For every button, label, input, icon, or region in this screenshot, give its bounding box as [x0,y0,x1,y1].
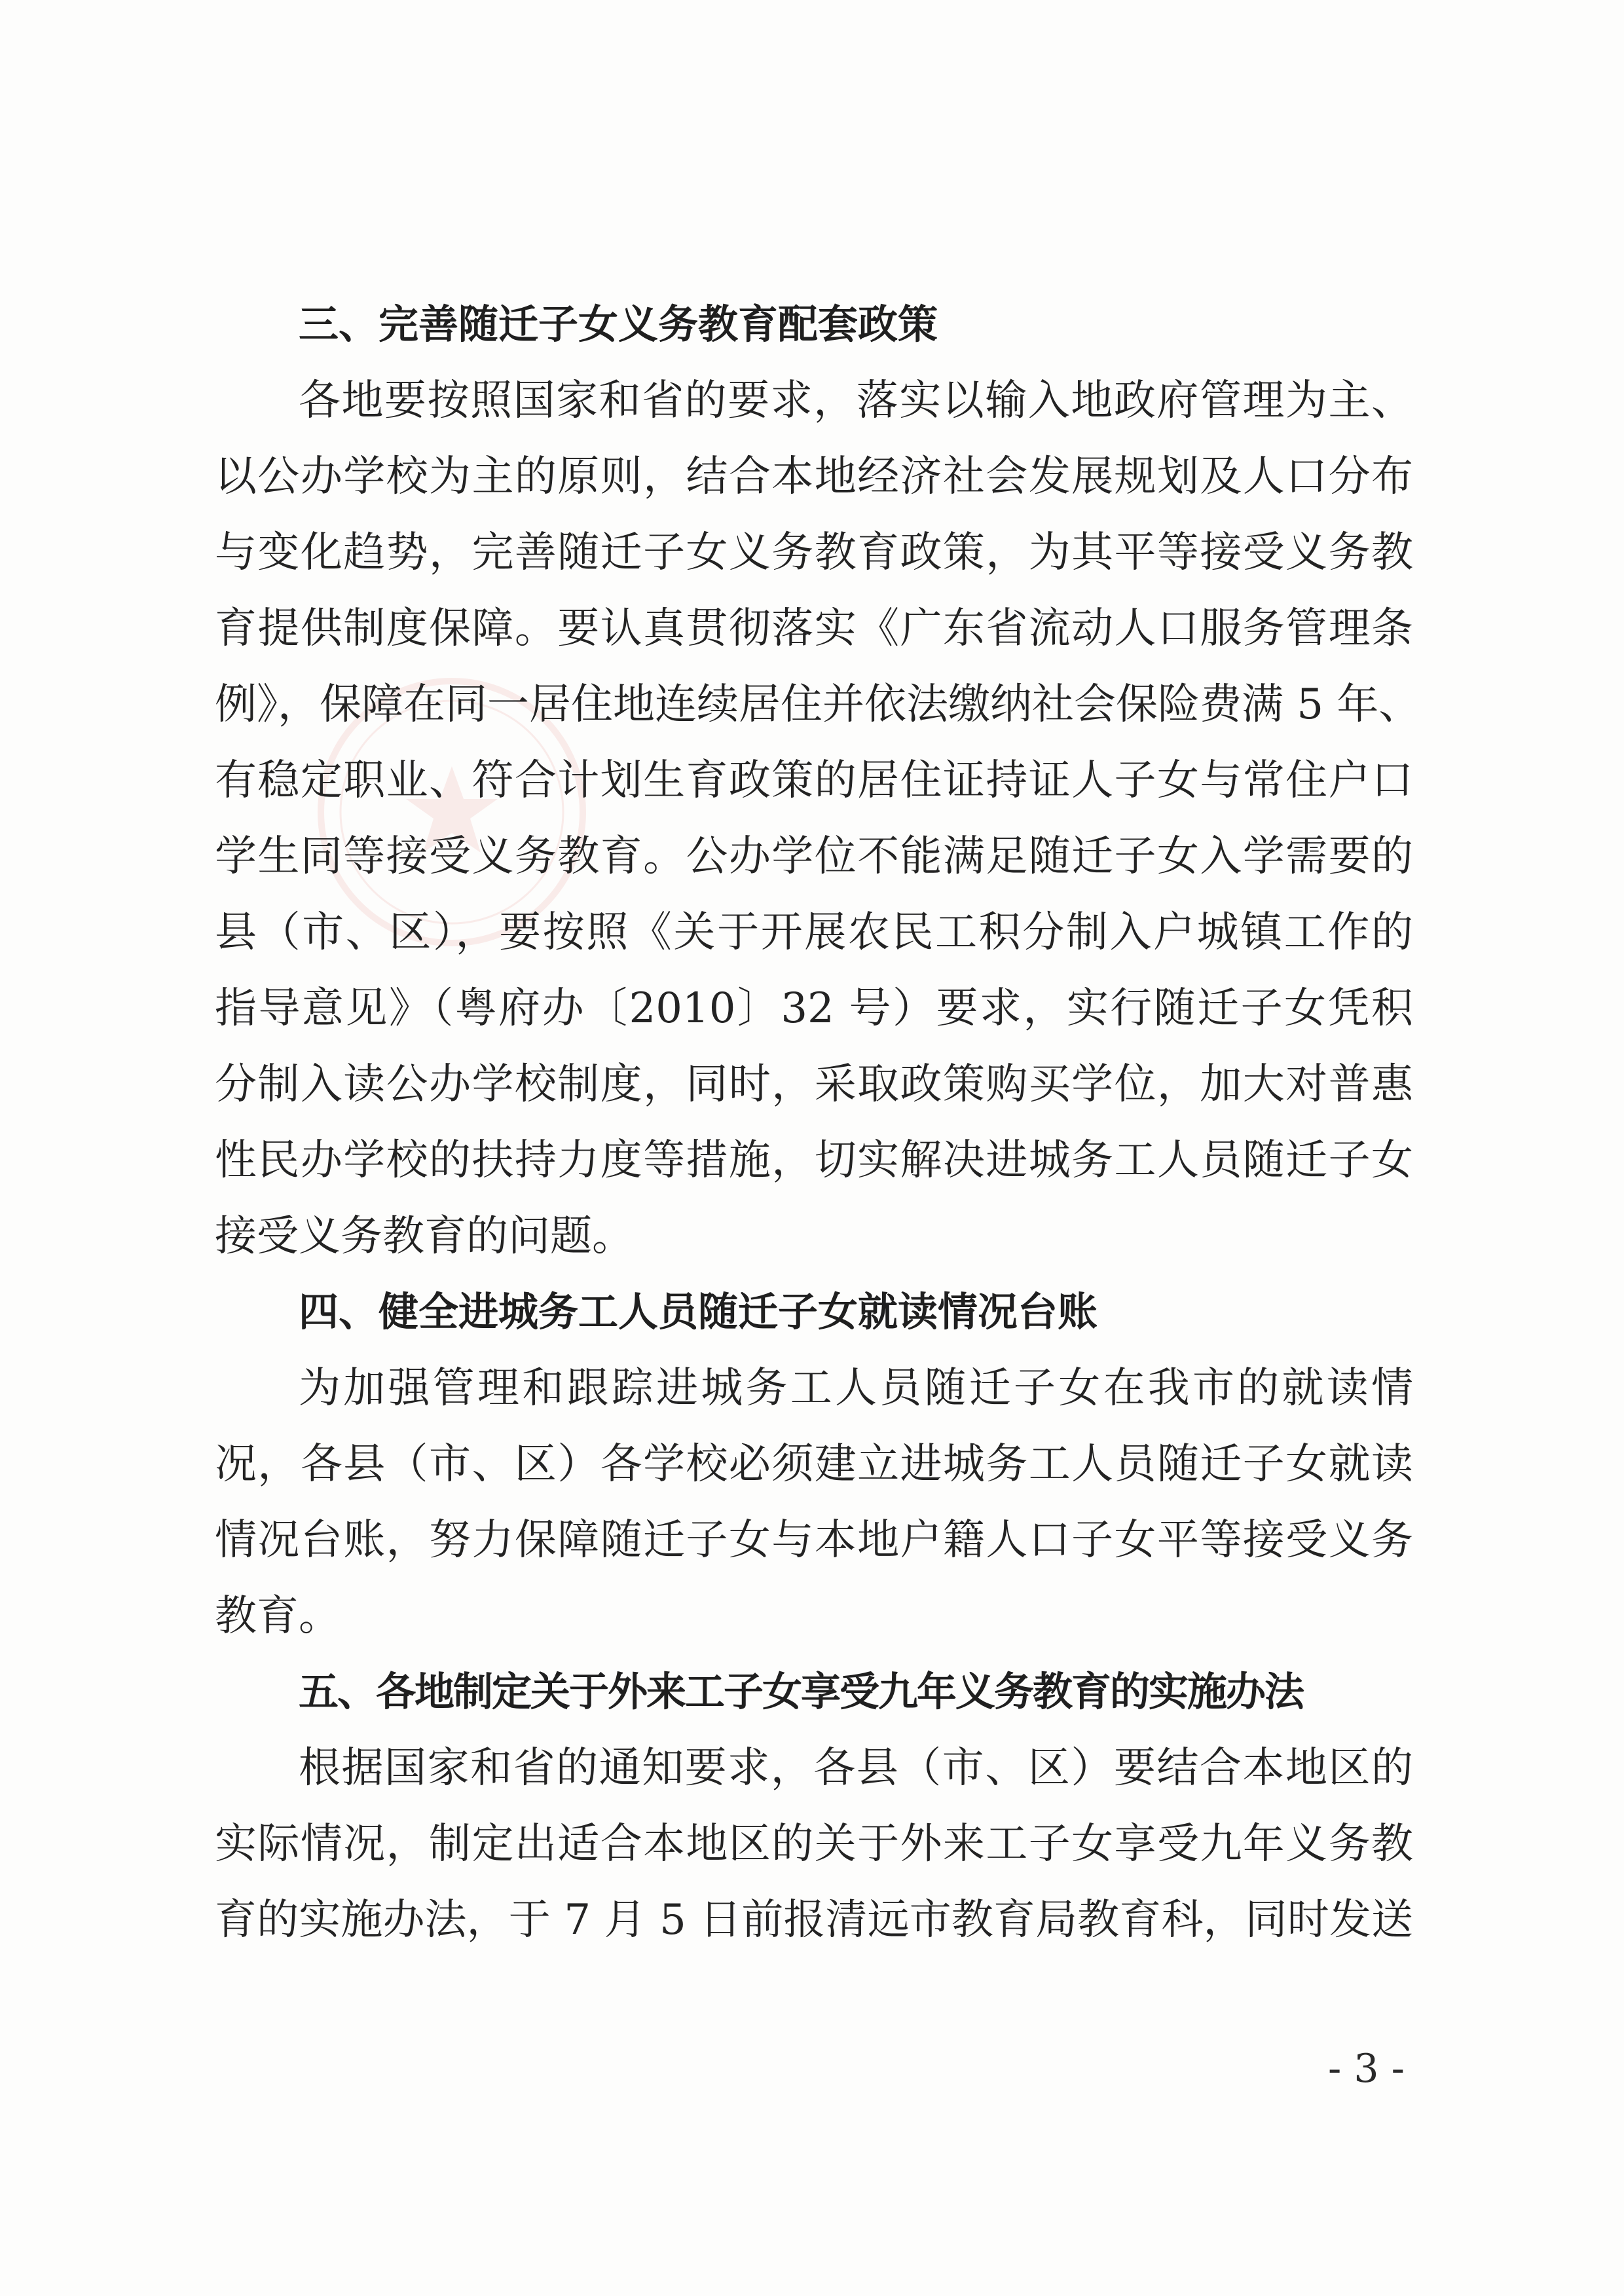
paragraph-line: 实际情况，制定出适合本地区的关于外来工子女享受九年义务教 [215,1820,1413,1868]
paragraph-line: 根据国家和省的通知要求，各县（市、区）要结合本地区的 [299,1744,1413,1792]
paragraph-line: 学生同等接受义务教育。公办学位不能满足随迁子女入学需要的 [215,832,1413,881]
paragraph-line: 育提供制度保障。要认真贯彻落实《广东省流动人口服务管理条 [215,604,1413,653]
paragraph-line: 情况台账，努力保障随迁子女与本地户籍人口子女平等接受义务 [215,1516,1413,1565]
paragraph-line: 为加强管理和跟踪进城务工人员随迁子女在我市的就读情 [299,1364,1413,1413]
paragraph-line: 性民办学校的扶持力度等措施，切实解决进城务工人员随迁子女 [215,1136,1413,1185]
paragraph-line: 各地要按照国家和省的要求，落实以输入地政府管理为主、 [299,377,1413,425]
paragraph-line: 有稳定职业、符合计划生育政策的居住证持证人子女与常住户口 [215,756,1413,805]
paragraph-line: 例》，保障在同一居住地连续居住并依法缴纳社会保险费满 5 年、 [215,680,1421,729]
section-3-paragraph [215,363,1421,1274]
section-5-heading: 五、各地制定关于外来工子女享受九年义务教育的实施办法 [299,1669,1304,1715]
paragraph-line: 县（市、区），要按照《关于开展农民工积分制入户城镇工作的 [215,908,1413,957]
paragraph-line: 指导意见》（粤府办〔2010〕32 号）要求，实行随迁子女凭积 [215,984,1413,1033]
paragraph-line: 分制入读公办学校制度，同时，采取政策购买学位，加大对普惠 [215,1060,1413,1109]
section-5-paragraph [215,1730,1413,1958]
document-body [215,287,1421,1958]
paragraph-line: 况，各县（市、区）各学校必须建立进城务工人员随迁子女就读 [215,1440,1413,1489]
section-4-heading: 四、健全进城务工人员随迁子女就读情况台账 [299,1289,1098,1335]
paragraph-line: 以公办学校为主的原则，结合本地经济社会发展规划及人口分布 [215,453,1413,501]
paragraph-line: 与变化趋势，完善随迁子女义务教育政策，为其平等接受义务教 [215,528,1413,577]
paragraph-line: 接受义务教育的问题。 [215,1212,634,1261]
page-number: - 3 - [1328,2046,1405,2092]
section-4-paragraph [215,1350,1413,1654]
section-3-heading: 三、完善随迁子女义务教育配套政策 [299,301,938,348]
paragraph-line: 育的实施办法，于 7 月 5 日前报清远市教育局教育科，同时发送 [215,1896,1413,1944]
paragraph-line: 教育。 [215,1592,341,1640]
